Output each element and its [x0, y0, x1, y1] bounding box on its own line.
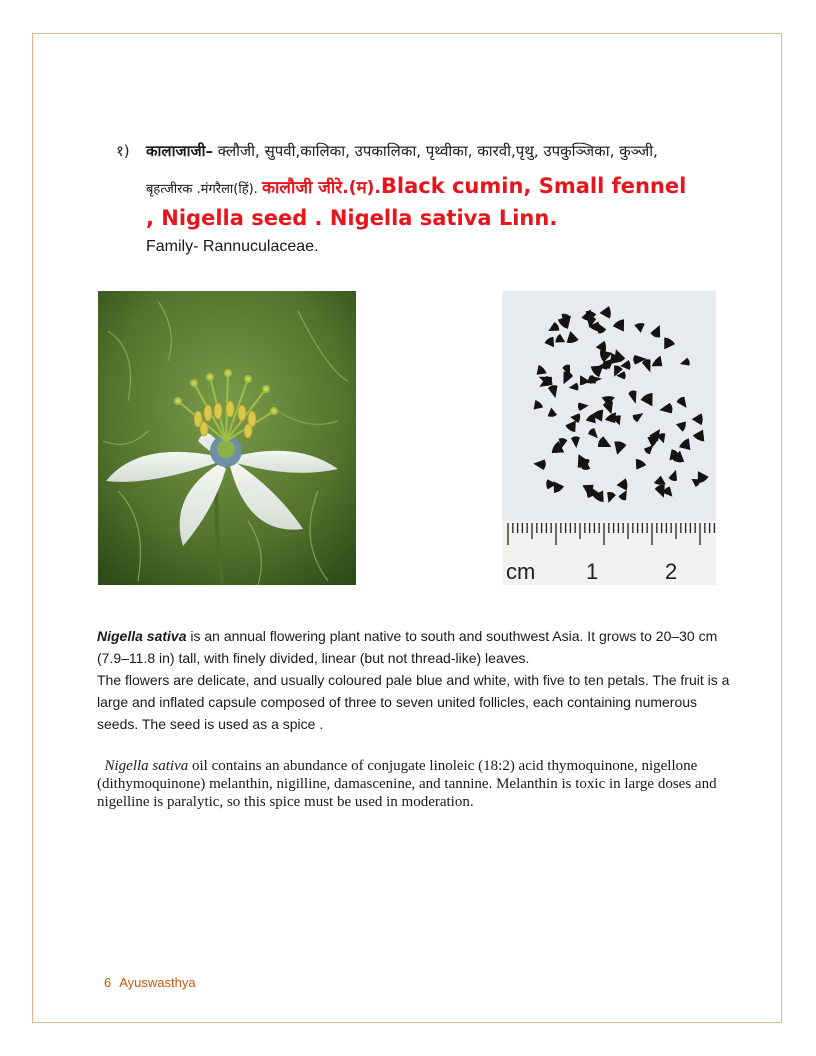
entry-synonyms-2: बृहत्जीरक .मंगरैला(हिं). [146, 182, 258, 197]
entry-line-1 [116, 140, 736, 162]
description-paragraph-1 [97, 625, 737, 669]
entry-synonyms-1: क्लौजी, सुपवी,कालिका, उपकालिका, पृथ्वीका, कारवी,पृथु, उपकुञ्जिका, कुञ्जी, [217, 142, 658, 160]
botanical-name: , Nigella seed . Nigella sativa Linn. [146, 206, 558, 230]
english-names: Black cumin, Small fennel [380, 174, 687, 198]
oil-note-rest: oil contains an abundance of conjugate linoleic (18:2) acid thymoquinone, nigellone (dithymoquinone) melanthin, nigilline, damascenine, and tannine. Melanthin is toxic in large doses and nigelline is paralytic, so this spice must be used in moderation. [97, 758, 717, 810]
page-footer [104, 975, 196, 990]
entry-head-word: कालाजाजी– [146, 142, 213, 160]
ruler-label-1: 1 [586, 559, 599, 584]
herb-entry [116, 140, 736, 256]
nigella-flower-photo [98, 291, 356, 585]
description-text [97, 625, 737, 735]
description-p1-rest: is an annual flowering plant native to south and southwest Asia. It grows to 20–30 cm (7.9–11.8 in) tall, with finely divided, linear (but not thread-like) leaves. [97, 628, 718, 666]
page-number: 6 [104, 975, 112, 990]
nigella-seeds-photo [502, 291, 716, 585]
ruler-label-2: 2 [665, 559, 678, 584]
description-paragraph-2: The flowers are delicate, and usually coloured pale blue and white, with five to ten petals. The fruit is a large and inflated capsule composed of three to seven united follicles, each containing numerous seeds. The seed is used as a spice . [97, 672, 730, 732]
marathi-name: कालौजी जीरे.(म). [261, 178, 381, 198]
entry-line-2 [146, 174, 736, 198]
footer-title: Ayuswasthya [119, 975, 196, 990]
oil-note [97, 757, 737, 811]
ruler-unit: cm [506, 559, 536, 584]
species-name-italic: Nigella sativa [97, 628, 187, 644]
oil-species-name: Nigella sativa [104, 758, 189, 774]
entry-number: १) [116, 142, 130, 160]
family-name: Family- Rannuculaceae. [146, 238, 319, 255]
